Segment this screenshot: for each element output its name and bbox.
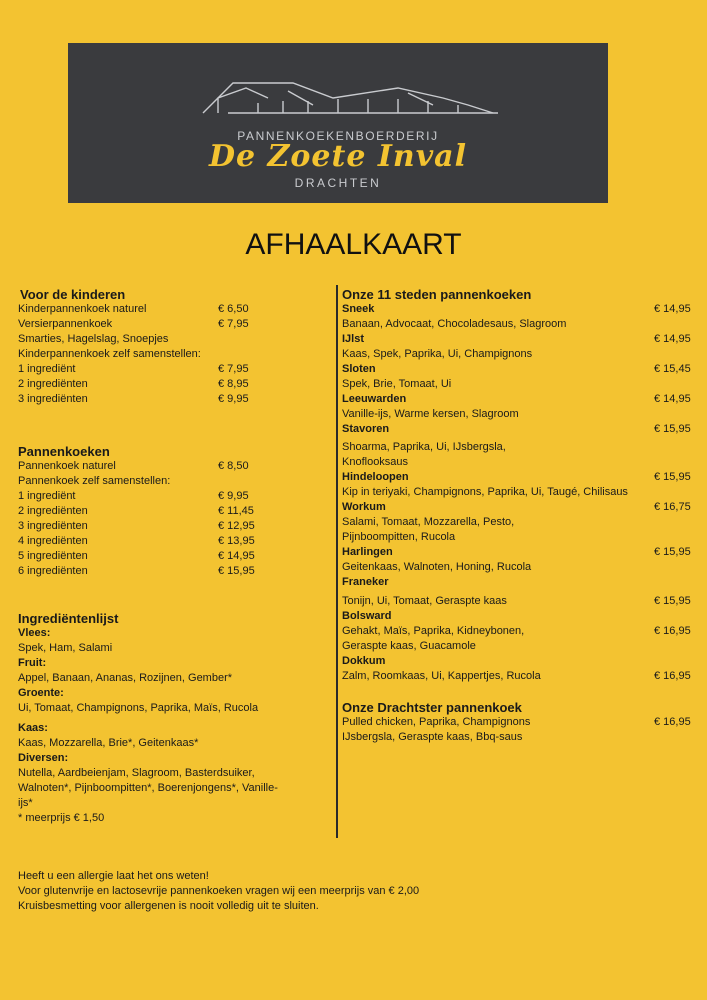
gluten-note: Voor glutenvrije en lactosevrije pannenkoeken vragen wij een meerprijs van € 2,00 xyxy=(18,885,420,897)
cross-contamination-note: Kruisbesmetting voor allergenen is nooit volledig uit te sluiten. xyxy=(18,900,319,912)
menu-item-sloten xyxy=(342,362,697,392)
item-name: Versierpannenkoek xyxy=(18,318,113,330)
item-price: € 15,95 xyxy=(218,565,255,577)
footer-notes xyxy=(18,869,419,914)
item-price: € 15,95 xyxy=(654,546,691,558)
left-column xyxy=(18,287,318,826)
item-price: € 15,95 xyxy=(654,595,691,607)
item-price: € 9,95 xyxy=(218,393,249,405)
section-heading-pancakes: Pannenkoeken xyxy=(18,444,110,459)
item-price: € 14,95 xyxy=(218,550,255,562)
item-name: Kinderpannenkoek zelf samenstellen: xyxy=(18,348,201,360)
item-name: Pannenkoek naturel xyxy=(18,460,116,472)
item-price: € 15,95 xyxy=(654,471,691,483)
group-label: Kaas: xyxy=(18,722,48,734)
brand-name: De Zoete Inval xyxy=(208,139,468,174)
list-item xyxy=(18,534,318,549)
column-divider xyxy=(336,285,338,838)
page-title: AFHAALKAART xyxy=(245,228,462,261)
item-name: 6 ingrediënten xyxy=(18,565,88,577)
item-name: Pannenkoek zelf samenstellen: xyxy=(18,475,171,487)
list-item xyxy=(18,489,318,504)
list-item xyxy=(18,362,318,377)
list-item xyxy=(18,474,318,489)
logo-banner xyxy=(68,43,608,203)
right-column xyxy=(342,287,697,745)
menu-item-harlingen xyxy=(342,545,697,575)
group-text: Appel, Banaan, Ananas, Rozijnen, Gember* xyxy=(18,672,233,684)
brand-subtitle: PANNENKOEKENBOERDERIJ xyxy=(237,129,439,143)
item-price: € 16,95 xyxy=(654,625,691,637)
item-price: € 15,45 xyxy=(654,363,691,375)
group-label: Fruit: xyxy=(18,657,47,669)
item-description: Kaas, Spek, Paprika, Ui, Champignons xyxy=(342,348,533,360)
group-text: Spek, Ham, Salami xyxy=(18,642,113,654)
item-name: Sneek xyxy=(342,303,375,315)
group-label: Vlees: xyxy=(18,627,51,639)
group-label: Groente: xyxy=(18,687,64,699)
menu-item-sneek xyxy=(342,302,697,332)
list-item xyxy=(18,549,318,564)
list-item xyxy=(18,504,318,519)
section-heading-eleven-cities: Onze 11 steden pannenkoeken xyxy=(342,287,532,302)
menu-item-franeker xyxy=(342,575,697,609)
allergy-note: Heeft u een allergie laat het ons weten! xyxy=(18,870,209,882)
item-price: € 13,95 xyxy=(218,535,255,547)
item-name: Kinderpannenkoek naturel xyxy=(18,303,147,315)
group-text: Ui, Tomaat, Champignons, Paprika, Maïs, Rucola xyxy=(18,702,259,714)
item-description: Gehakt, Maïs, Paprika, Kidneybonen, Geraspte kaas, Guacamole xyxy=(342,625,525,652)
item-name: Bolsward xyxy=(342,610,392,622)
item-description: Geitenkaas, Walnoten, Honing, Rucola xyxy=(342,561,532,573)
section-heading-ingredients: Ingrediëntenlijst xyxy=(18,611,119,626)
item-price: € 14,95 xyxy=(654,393,691,405)
item-name: 4 ingrediënten xyxy=(18,535,88,547)
item-name: 1 ingrediënt xyxy=(18,490,76,502)
list-item xyxy=(18,564,318,579)
group-text: Kaas, Mozzarella, Brie*, Geitenkaas* xyxy=(18,737,199,749)
item-description: Salami, Tomaat, Mozzarella, Pesto, Pijnboompitten, Rucola xyxy=(342,516,515,543)
item-description: Pulled chicken, Paprika, Champignons IJsbergsla, Geraspte kaas, Bbq-saus xyxy=(342,716,531,743)
item-description: Shoarma, Paprika, Ui, IJsbergsla, Knoflooksaus xyxy=(342,441,506,468)
item-description: Vanille-ijs, Warme kersen, Slagroom xyxy=(342,408,519,420)
menu-item-ijlst xyxy=(342,332,697,362)
list-item xyxy=(18,302,318,317)
menu-item-leeuwarden xyxy=(342,392,697,422)
menu-item-stavoren xyxy=(342,422,697,470)
item-name: Stavoren xyxy=(342,423,390,435)
item-description: Spek, Brie, Tomaat, Ui xyxy=(342,378,452,390)
ingredients-list xyxy=(18,626,293,826)
item-name: 1 ingrediënt xyxy=(18,363,76,375)
item-name: Sloten xyxy=(342,363,376,375)
menu-item-drachtster xyxy=(342,715,697,745)
item-name: 5 ingrediënten xyxy=(18,550,88,562)
item-name: Franeker xyxy=(342,576,389,588)
item-price: € 14,95 xyxy=(654,333,691,345)
item-price: € 9,95 xyxy=(218,490,249,502)
item-price: € 12,95 xyxy=(218,520,255,532)
surcharge-note: * meerprijs € 1,50 xyxy=(18,812,105,824)
item-name: IJlst xyxy=(342,333,365,345)
menu-item-hindeloopen xyxy=(342,470,697,500)
item-description: Kip in teriyaki, Champignons, Paprika, Ui, Taugé, Chilisaus xyxy=(342,486,628,498)
item-price: € 16,75 xyxy=(654,501,691,513)
menu-item-workum xyxy=(342,500,697,545)
brand-city: DRACHTEN xyxy=(294,176,382,190)
group-text: Nutella, Aardbeienjam, Slagroom, Basterdsuiker, Walnoten*, Pijnboompitten*, Boerenjongens*, Vanille-ijs* xyxy=(18,767,278,809)
item-name: 3 ingrediënten xyxy=(18,520,88,532)
item-price: € 16,95 xyxy=(654,670,691,682)
item-name: Dokkum xyxy=(342,655,386,667)
list-item xyxy=(18,519,318,534)
item-name: Harlingen xyxy=(342,546,393,558)
pancakes-list xyxy=(18,459,318,579)
item-price: € 8,95 xyxy=(218,378,249,390)
section-heading-drachtster: Onze Drachtster pannenkoek xyxy=(342,700,522,715)
group-label: Diversen: xyxy=(18,752,69,764)
kids-list xyxy=(18,302,318,407)
item-name: 2 ingrediënten xyxy=(18,378,88,390)
item-name: Hindeloopen xyxy=(342,471,409,483)
item-name: Leeuwarden xyxy=(342,393,407,405)
list-item xyxy=(18,459,318,474)
item-price: € 7,95 xyxy=(218,318,249,330)
item-price: € 16,95 xyxy=(654,716,691,728)
item-price: € 15,95 xyxy=(654,423,691,435)
menu-item-dokkum xyxy=(342,654,697,684)
item-price: € 6,50 xyxy=(218,303,249,315)
menu-item-bolsward xyxy=(342,609,697,654)
item-name: 2 ingrediënten xyxy=(18,505,88,517)
list-item xyxy=(18,392,318,407)
list-item xyxy=(18,377,318,392)
list-item xyxy=(18,347,318,362)
item-price: € 7,95 xyxy=(218,363,249,375)
item-description: Zalm, Roomkaas, Ui, Kappertjes, Rucola xyxy=(342,670,541,682)
section-heading-kids: Voor de kinderen xyxy=(20,287,126,302)
item-name: Workum xyxy=(342,501,386,513)
list-item xyxy=(18,317,318,332)
item-price: € 8,50 xyxy=(218,460,249,472)
list-item xyxy=(18,332,318,347)
item-description: Tonijn, Ui, Tomaat, Geraspte kaas xyxy=(342,595,507,607)
item-name: Smarties, Hagelslag, Snoepjes xyxy=(18,333,169,345)
item-price: € 11,45 xyxy=(218,505,254,517)
item-description: Banaan, Advocaat, Chocoladesaus, Slagroom xyxy=(342,318,567,330)
item-name: 3 ingrediënten xyxy=(18,393,88,405)
item-price: € 14,95 xyxy=(654,303,691,315)
